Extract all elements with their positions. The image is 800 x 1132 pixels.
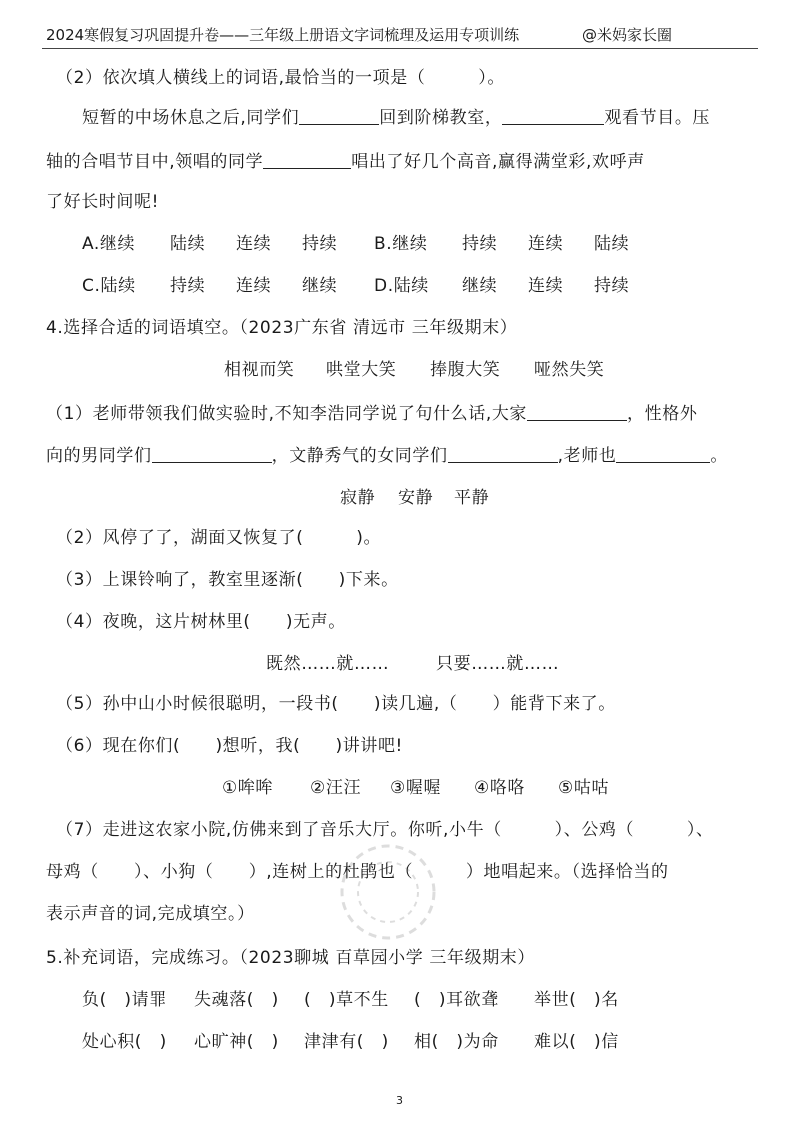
q4-s7-line1: （7）走进这农家小院,仿佛来到了音乐大厅。你听,小牛（ ）、公鸡（ ）、 (56, 820, 714, 840)
answer-blank[interactable] (263, 150, 351, 169)
word-bank-item: 捧腹大笑 (430, 360, 501, 380)
answer-blank[interactable] (448, 444, 558, 463)
option-a: A.继续 (82, 234, 136, 254)
idiom-item: 失魂落( ) (194, 990, 279, 1010)
option-a-word: 持续 (302, 234, 338, 254)
answer-blank[interactable] (616, 444, 710, 463)
option-b-word: 连续 (528, 234, 564, 254)
idiom-item: 处心积( ) (82, 1032, 167, 1052)
answer-blank[interactable] (502, 106, 604, 125)
q4-s7-line2: 母鸡（ ）、小狗（ ）,连树上的杜鹃也（ ）地唱起来。（选择恰当的 (46, 862, 669, 882)
word-bank-item: 寂静 (340, 488, 376, 508)
word-bank-item: 平静 (454, 488, 490, 508)
q5-title: 5.补充词语，完成练习。（2023聊城 百草园小学 三年级期末） (46, 948, 535, 968)
option-c: C.陆续 (82, 276, 136, 296)
idiom-item: 负( )请罪 (82, 990, 167, 1010)
option-b-word: 持续 (462, 234, 498, 254)
option-d: D.陆续 (374, 276, 429, 296)
header-divider (42, 48, 758, 49)
page-number: 3 (396, 1094, 403, 1107)
idiom-item: 难以( )信 (534, 1032, 619, 1052)
option-b-word: 陆续 (594, 234, 630, 254)
idiom-item: 心旷神( ) (194, 1032, 279, 1052)
answer-blank[interactable] (299, 106, 379, 125)
idiom-item: ( )草不生 (304, 990, 389, 1010)
word-bank-item: 既然……就…… (266, 654, 390, 674)
answer-blank[interactable] (152, 444, 272, 463)
word-bank-item: ③喔喔 (390, 778, 442, 798)
option-a-word: 陆续 (170, 234, 206, 254)
q4-s4: （4）夜晚，这片树林里( )无声。 (56, 612, 346, 632)
q3-2-passage-line3: 了好长时间呢! (46, 192, 160, 212)
option-d-word: 持续 (594, 276, 630, 296)
q4-s7-line3: 表示声音的词,完成填空。） (46, 904, 255, 924)
word-bank-item: 只要……就…… (436, 654, 560, 674)
word-bank-item: ⑤咕咕 (558, 778, 610, 798)
q3-2-prompt: （2）依次填人横线上的词语,最恰当的一项是（ ）。 (56, 68, 505, 88)
option-c-word: 持续 (170, 276, 206, 296)
header-title: 2024寒假复习巩固提升卷——三年级上册语文字词梳理及运用专项训练 (46, 26, 520, 44)
word-bank-item: ②汪汪 (310, 778, 362, 798)
q3-2-passage-line1: 短暂的中场休息之后,同学们 回到阶梯教室， 观看节目。压 (82, 108, 711, 128)
option-d-word: 继续 (462, 276, 498, 296)
q4-s3: （3）上课铃响了，教室里逐渐( )下来。 (56, 570, 399, 590)
option-a-word: 连续 (236, 234, 272, 254)
idiom-item: 举世( )名 (534, 990, 619, 1010)
q4-s6: （6）现在你们( )想听，我( )讲讲吧! (56, 736, 403, 756)
word-bank-item: 相视而笑 (224, 360, 295, 380)
q4-title: 4.选择合适的词语填空。（2023广东省 清远市 三年级期末） (46, 318, 518, 338)
answer-blank[interactable] (527, 402, 627, 421)
option-b: B.继续 (374, 234, 428, 254)
idiom-item: 津津有( ) (304, 1032, 389, 1052)
word-bank-item: ①哞哞 (222, 778, 274, 798)
q4-s1-line2: 向的男同学们 ，文静秀气的女同学们 ,老师也 。 (46, 446, 729, 466)
word-bank-item: 哑然失笑 (534, 360, 605, 380)
word-bank-item: 哄堂大笑 (326, 360, 397, 380)
option-d-word: 连续 (528, 276, 564, 296)
q4-s2: （2）风停了了，湖面又恢复了( )。 (56, 528, 382, 548)
option-c-word: 继续 (302, 276, 338, 296)
word-bank-item: ④咯咯 (474, 778, 526, 798)
idiom-item: ( )耳欲聋 (414, 990, 499, 1010)
idiom-item: 相( )为命 (414, 1032, 499, 1052)
option-c-word: 连续 (236, 276, 272, 296)
q4-s1-line1: （1）老师带领我们做实验时,不知李浩同学说了句什么话,大家 ，性格外 (46, 404, 698, 424)
q3-2-passage-line2: 轴的合唱节目中,领唱的同学 唱出了好几个高音,赢得满堂彩,欢呼声 (46, 152, 645, 172)
header-account: @米妈家长圈 (582, 26, 673, 44)
watermark-stamp (328, 832, 448, 952)
q4-s5: （5）孙中山小时候很聪明，一段书( )读几遍,（ ）能背下来了。 (56, 694, 616, 714)
word-bank-item: 安静 (398, 488, 434, 508)
